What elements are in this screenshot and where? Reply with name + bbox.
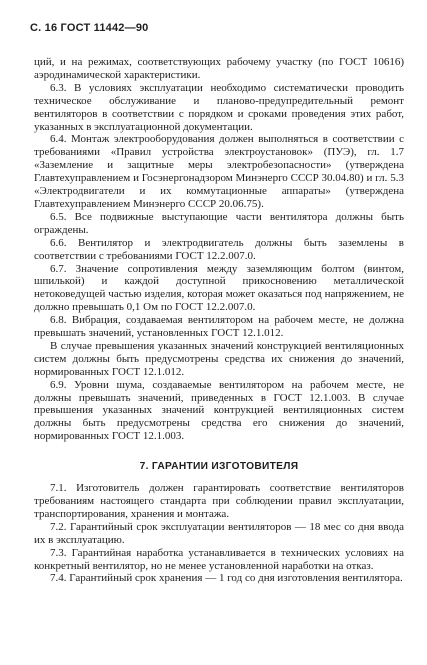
paragraph: 7.4. Гарантийный срок хранения — 1 год со дня изготовления вентилятора. [50, 572, 403, 585]
page-header: С. 16 ГОСТ 11442—90 [30, 22, 149, 34]
paragraph: 6.3. В условиях эксплуатации необходимо систематически проводить техническое обслуживание и планово-предупредительный ремонт вентиляторов в соответствии с порядком и сроками проведения этих работ, указанных в эксплуатационной документации. [34, 81, 404, 133]
paragraph: 6.8. Вибрация, создаваемая вентилятором на рабочем месте, не должна превышать значений, установленных ГОСТ 12.1.012. [34, 314, 404, 340]
paragraph: 6.4. Монтаж электрооборудования должен выполняться в соответствии с требованиями «Правил устройства электроустановок» (ПУЭ), гл. 1.7 «Заземление и защитные меры электробезопасности» (утверждена Главтехуправлением и Госэнергонадзором Минэнерго СССР 30.04.80) и гл. 5.3 «Электродвигатели и их коммутационные аппараты» (утверждена Главтехуправлением Минэнерго СССР 20.06.75). [34, 133, 404, 210]
paragraph: 6.6. Вентилятор и электродвигатель должны быть заземлены в соответствии с требованиями ГОСТ 12.2.007.0. [34, 236, 404, 262]
section-6-paragraphs [34, 56, 404, 443]
paragraph: 6.5. Все подвижные выступающие части вентилятора должны быть ограждены. [34, 210, 404, 236]
paragraph: 7.3. Гарантийная наработка устанавливается в технических условиях на конкретный вентилятор, но не менее установленной наработки на отказ. [34, 546, 404, 572]
paragraph: 6.7. Значение сопротивления между заземляющим болтом (винтом, шпилькой) и каждой доступной прикосновению металлической нетоковедущей частью изделия, которая может оказаться под напряжением, не должно превышать 0,1 Ом по ГОСТ 12.2.007.0. [34, 262, 404, 314]
paragraph: ций, и на режимах, соответствующих рабочему участку (по ГОСТ 10616) аэродинамической характеристики. [34, 56, 404, 81]
document-body [34, 56, 404, 585]
section-heading: 7. ГАРАНТИИ ИЗГОТОВИТЕЛЯ [139, 461, 299, 473]
paragraph: 7.2. Гарантийный срок эксплуатации вентиляторов — 18 мес со дня ввода их в эксплуатацию. [34, 520, 404, 546]
paragraph: 6.9. Уровни шума, создаваемые вентилятором на рабочем месте, не должны превышать значений, приведенных в ГОСТ 12.1.003. В случае превышения указанных значений контрукцией вентиляционных систем должны быть предусмотрены средства его снижения до значений, нормированных ГОСТ 12.1.003. [34, 378, 404, 443]
paragraph: В случае превышения указанных значений конструкцией вентиляционных систем должны быть предусмотрены средства их снижения до значений, нормированных ГОСТ 12.1.012. [34, 339, 404, 378]
paragraph: 7.1. Изготовитель должен гарантировать соответствие вентиляторов требованиям настоящего стандарта при соблюдении правил эксплуатации, транспортирования, хранения и монтажа. [34, 482, 404, 520]
section-7-paragraphs [34, 482, 404, 585]
